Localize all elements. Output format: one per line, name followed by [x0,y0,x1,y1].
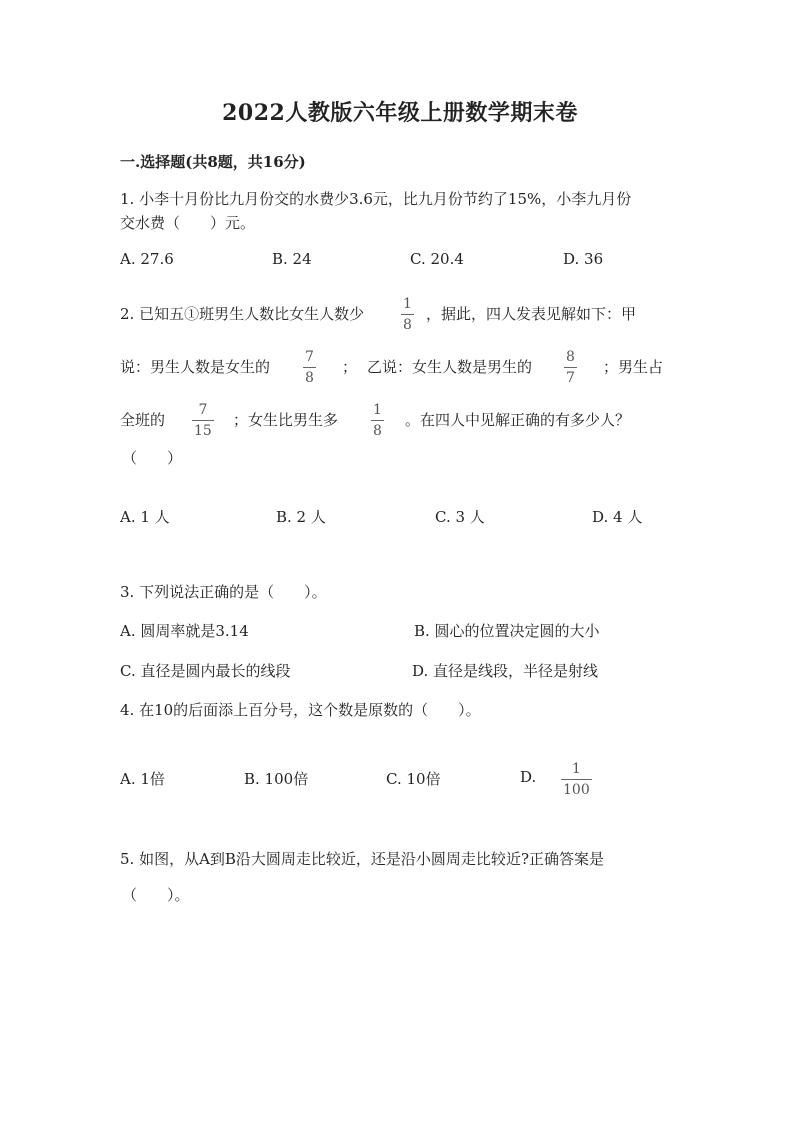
question-4-option-d[interactable]: D. [520,768,537,786]
question-3-option-c[interactable]: C. 直径是圆内最长的线段 [120,662,291,680]
fraction-numerator: 8 [566,349,575,365]
question-4-option-a[interactable]: A. 1倍 [120,770,165,788]
question-2-option-c[interactable]: C. 3 人 [435,508,485,526]
question-3-option-b[interactable]: B. 圆心的位置决定圆的大小 [414,622,600,640]
fraction-one-eighth [401,297,414,332]
answer-blank: （ ） [122,449,183,467]
question-1-option-d[interactable]: D. 36 [563,250,604,268]
fraction-numerator: 1 [571,761,581,777]
question-2-text-4: ； [342,358,358,376]
question-4-option-b[interactable]: B. 100倍 [244,770,309,788]
question-3-option-d[interactable]: D. 直径是线段，半径是射线 [412,662,599,680]
question-3-option-a[interactable]: A. 圆周率就是3.14 [120,622,249,640]
question-2-text-8: ；女生比男生多 [233,411,339,429]
question-5-line-1: 5. 如图，从A到B沿大圆周走比较近，还是沿小圆周走比较近?正确答案是 [120,850,604,868]
fraction-numerator: 1 [373,402,382,418]
question-1-option-c[interactable]: C. 20.4 [410,250,464,268]
question-2-text-2: ，据此，四人发表见解如下：甲 [426,305,637,323]
section-heading: 一.选择题(共8题，共16分) [120,153,306,171]
fraction-denominator: 8 [403,317,412,333]
fraction-numerator: 7 [198,402,208,418]
question-2-text-3: 说：男生人数是女生的 [120,358,271,376]
fraction-denominator: 7 [566,370,575,386]
question-1-option-a[interactable]: A. 27.6 [120,250,174,268]
question-2-text-7: 全班的 [120,411,166,429]
question-2-option-d[interactable]: D. 4 人 [592,508,643,526]
question-1-line-1: 1. 小李十月份比九月份交的水费少3.6元，比九月份节约了15%，小李九月份 [120,190,632,208]
question-1-line-2: 交水费（ ）元。 [120,214,256,232]
fraction-numerator: 1 [403,296,412,312]
fraction-eight-sevenths [564,350,577,385]
fraction-one-hundredth [561,762,592,797]
question-1-option-b[interactable]: B. 24 [272,250,312,268]
fraction-one-eighth-2 [371,403,384,438]
question-4-option-c[interactable]: C. 10倍 [386,770,441,788]
question-2-option-a[interactable]: A. 1 人 [120,508,170,526]
fraction-denominator: 15 [194,423,212,439]
question-2-text-5: 乙说：女生人数是男生的 [367,358,533,376]
question-2-option-b[interactable]: B. 2 人 [276,508,326,526]
page-title: 2022人教版六年级上册数学期末卷 [222,100,578,126]
question-2-text-1: 2. 已知五①班男生人数比女生人数少 [120,305,365,323]
question-4-stem: 4. 在10的后面添上百分号，这个数是原数的（ ）。 [120,701,481,719]
question-2-text-6: ；男生占 [603,358,664,376]
fraction-seven-fifteenths [192,403,214,438]
question-3-stem: 3. 下列说法正确的是（ ）。 [120,583,327,601]
fraction-denominator: 8 [373,423,382,439]
fraction-denominator: 100 [563,782,590,798]
question-2-text-9: 。在四人中见解正确的有多少人？ [405,411,631,429]
question-5-line-2: （ ）。 [122,886,190,904]
fraction-seven-eighths [303,350,316,385]
fraction-denominator: 8 [305,370,314,386]
fraction-numerator: 7 [305,349,314,365]
